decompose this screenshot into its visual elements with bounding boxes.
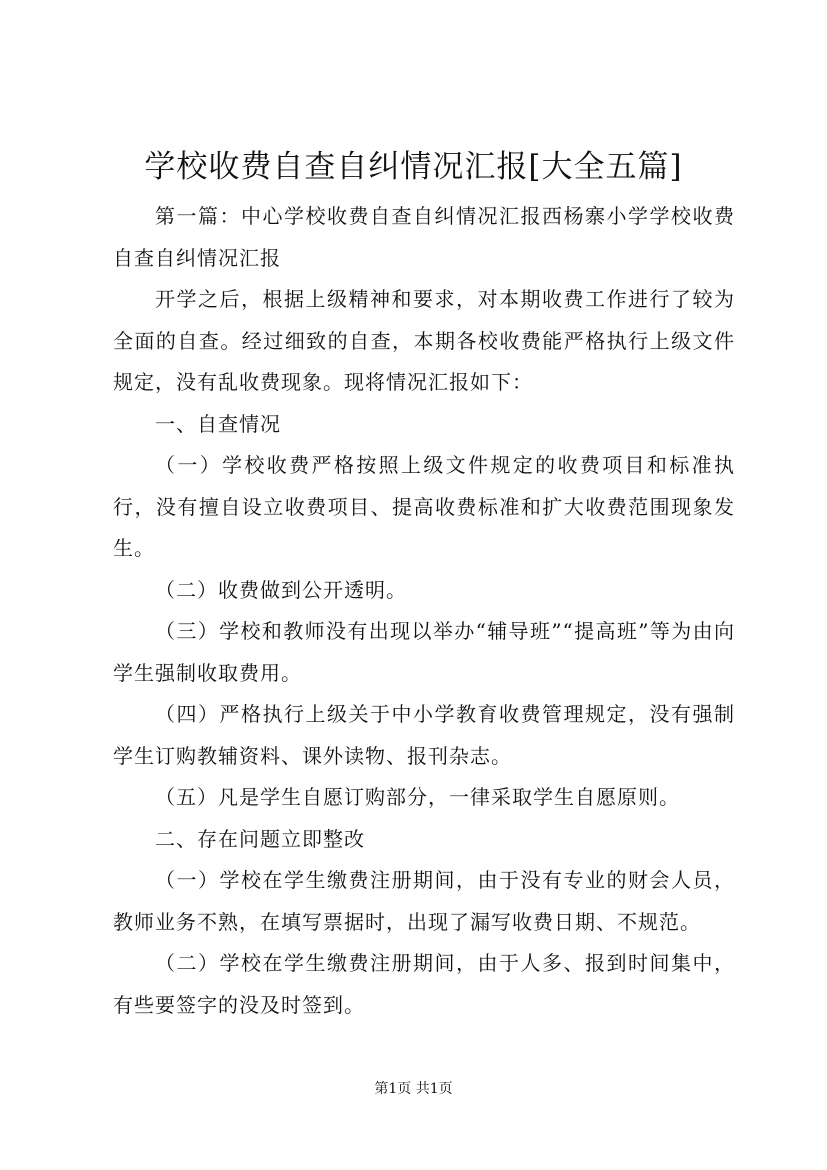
paragraph-5: （三）学校和教师没有出现以举办“辅导班”“提高班”等为由向学生强制收取费用。 bbox=[113, 619, 735, 685]
document-body bbox=[113, 196, 735, 1026]
section-heading-2: 二、存在问题立即整改 bbox=[155, 826, 365, 851]
paragraph-1: 第一篇：中心学校收费自查自纠情况汇报西杨寨小学学校收费自查自纠情况汇报 bbox=[113, 204, 735, 270]
paragraph-8: （一）学校在学生缴费注册期间，由于没有专业的财会人员，教师业务不熟，在填写票据时，出现了漏写收费日期、不规范。 bbox=[113, 868, 735, 934]
document-title: 学校收费自查自纠情况汇报[大全五篇] bbox=[144, 149, 683, 185]
paragraph-6: （四）严格执行上级关于中小学教育收费管理规定，没有强制学生订购教辅资料、课外读物、报刊杂志。 bbox=[113, 702, 735, 768]
paragraph-4: （二）收费做到公开透明。 bbox=[155, 577, 407, 602]
page-footer: 第1页 共1页 bbox=[374, 1081, 453, 1097]
paragraph-3: （一）学校收费严格按照上级文件规定的收费项目和标准执行，没有擅自设立收费项目、提高收费标准和扩大收费范围现象发生。 bbox=[113, 453, 735, 560]
paragraph-9: （二）学校在学生缴费注册期间，由于人多、报到时间集中，有些要签字的没及时签到。 bbox=[113, 951, 735, 1017]
paragraph-2: 开学之后，根据上级精神和要求，对本期收费工作进行了较为全面的自查。经过细致的自查，本期各校收费能严格执行上级文件规定，没有乱收费现象。现将情况汇报如下： bbox=[113, 287, 735, 394]
section-heading-1: 一、自查情况 bbox=[155, 411, 281, 436]
paragraph-7: （五）凡是学生自愿订购部分，一律采取学生自愿原则。 bbox=[155, 785, 680, 809]
